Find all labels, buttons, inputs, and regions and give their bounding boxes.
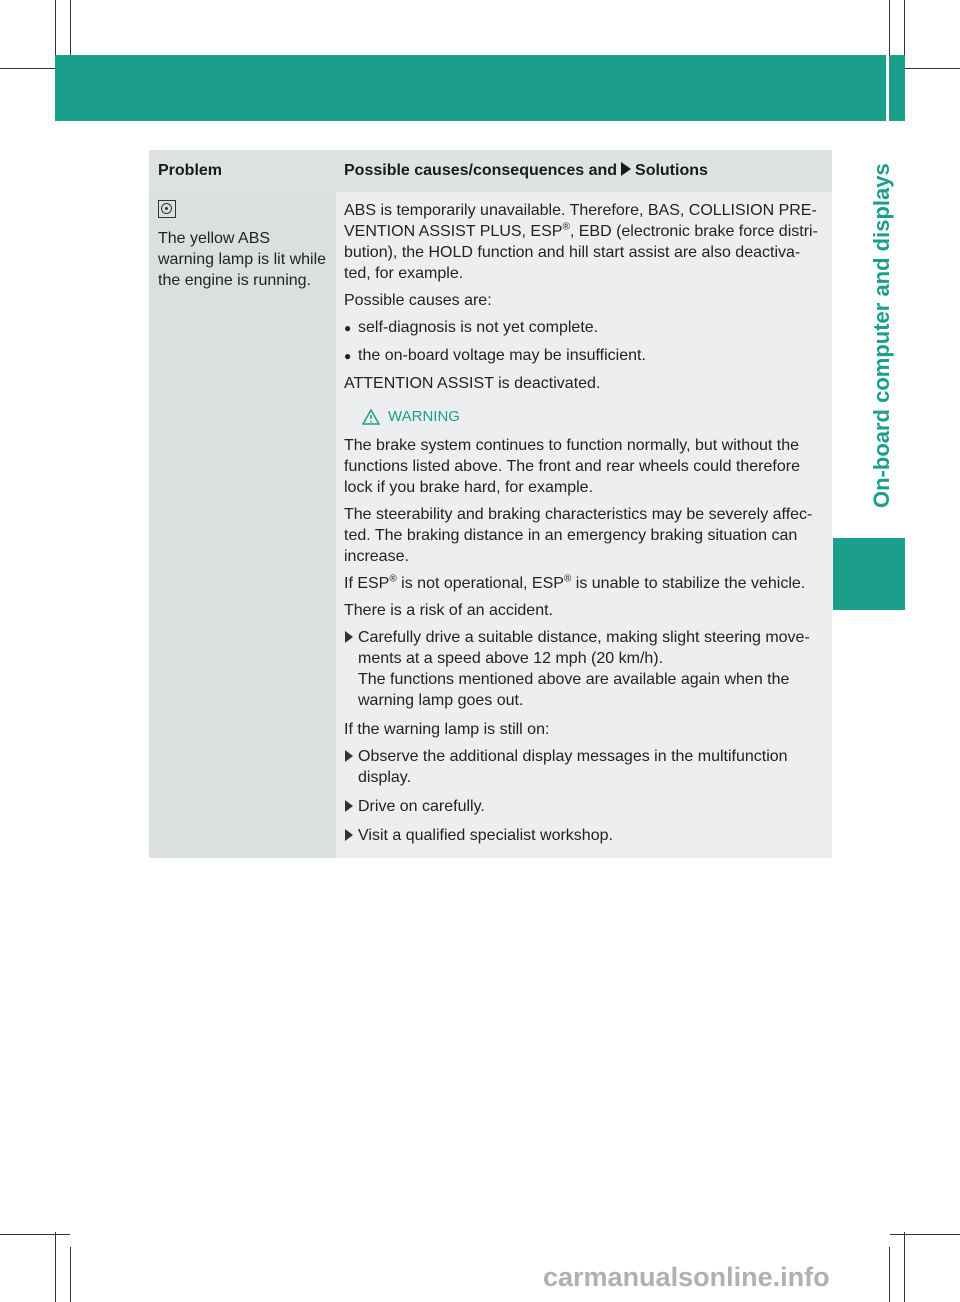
list-item xyxy=(344,627,826,711)
page-number: 239 xyxy=(844,33,878,55)
step-arrow-icon xyxy=(344,627,358,711)
warning-heading xyxy=(344,406,826,427)
still-on-text: If the warning lamp is still on: xyxy=(344,721,550,738)
crop-mark xyxy=(889,1247,890,1302)
step-note: The functions mentioned above are available again when the warning lamp goes out. xyxy=(358,671,790,709)
bullet-icon: ● xyxy=(344,321,352,335)
crop-mark xyxy=(904,1232,905,1302)
list-item xyxy=(344,345,826,367)
problem-text: The yellow ABS warning lamp is lit while the engine is running. xyxy=(158,230,327,289)
problem-solution-table xyxy=(149,150,832,858)
step-text: Carefully drive a suitable distance, making slight steering move-ments at a speed above 12 mph (20 km/h). xyxy=(358,629,810,667)
crop-mark xyxy=(55,1232,56,1302)
list-item xyxy=(344,796,826,817)
step-text: Visit a qualified specialist workshop. xyxy=(358,827,613,844)
step-arrow-icon xyxy=(344,825,358,846)
page-header xyxy=(55,55,905,121)
registered-mark: ® xyxy=(389,573,397,585)
column-header-solutions-label: Solutions xyxy=(635,162,708,179)
intro-text-cont: , EBD (electronic brake force distri-bution), the HOLD function and hill start assist are also deactiva-ted, for example. xyxy=(344,223,818,282)
solution-intro xyxy=(344,200,826,284)
step-arrow-icon xyxy=(344,796,358,817)
crop-mark xyxy=(890,1234,960,1235)
crop-mark xyxy=(889,0,890,55)
warning-paragraph: There is a risk of an accident. xyxy=(344,602,553,619)
cause-text: the on-board voltage may be insufficient. xyxy=(358,347,646,364)
crop-mark xyxy=(70,0,71,55)
column-header-solutions xyxy=(336,150,832,192)
table-header xyxy=(149,150,832,192)
solution-cell xyxy=(336,192,832,858)
step-text: Drive on carefully. xyxy=(358,798,485,815)
step-arrow-icon xyxy=(344,746,358,788)
list-item xyxy=(344,317,826,339)
warning-paragraph: The brake system continues to function normally, but without the functions listed above. The front and rear wheels could therefore lock if you brake hard, for example. xyxy=(344,437,800,496)
list-item xyxy=(344,746,826,788)
attention-text: ATTENTION ASSIST is deactivated. xyxy=(344,375,601,392)
table-row xyxy=(149,192,832,858)
warning-label: WARNING xyxy=(388,408,460,425)
problem-cell xyxy=(149,192,336,858)
header-divider xyxy=(886,55,889,121)
causes-label: Possible causes are: xyxy=(344,292,492,309)
chapter-marker xyxy=(833,538,905,610)
column-header-problem: Problem xyxy=(158,162,223,179)
esp-text: If ESP xyxy=(344,575,390,592)
list-item xyxy=(344,825,826,846)
column-header-causes: Possible causes/consequences and xyxy=(344,162,618,179)
page-title: Warning and indicator lamps in the instrument cluster xyxy=(281,33,821,55)
step-text: Observe the additional display messages in the multifunction display. xyxy=(358,748,788,786)
abs-warning-lamp-icon xyxy=(158,200,176,218)
cause-text: self-diagnosis is not yet complete. xyxy=(358,319,599,336)
esp-text: is unable to stabilize the vehicle. xyxy=(571,575,806,592)
crop-mark xyxy=(0,1234,70,1235)
watermark: carmanualsonline.info xyxy=(543,1262,830,1292)
registered-mark: ® xyxy=(562,221,570,233)
registered-mark: ® xyxy=(563,573,572,585)
warning-paragraph xyxy=(344,573,826,594)
bullet-icon: ● xyxy=(344,349,352,363)
arrow-right-icon xyxy=(621,162,631,176)
warning-triangle-icon xyxy=(362,409,380,425)
esp-text: is not operational, ESP xyxy=(396,575,564,592)
intro-text: ABS is temporarily unavailable. Therefore, BAS, COLLISION PRE-VENTION ASSIST PLUS, ESP xyxy=(344,202,817,240)
warning-paragraph: The steerability and braking characteristics may be severely affec-ted. The braking distance in an emergency braking situation can increase. xyxy=(344,506,813,565)
chapter-tab-label: On-board computer and displays xyxy=(869,163,894,508)
crop-mark xyxy=(70,1247,71,1302)
